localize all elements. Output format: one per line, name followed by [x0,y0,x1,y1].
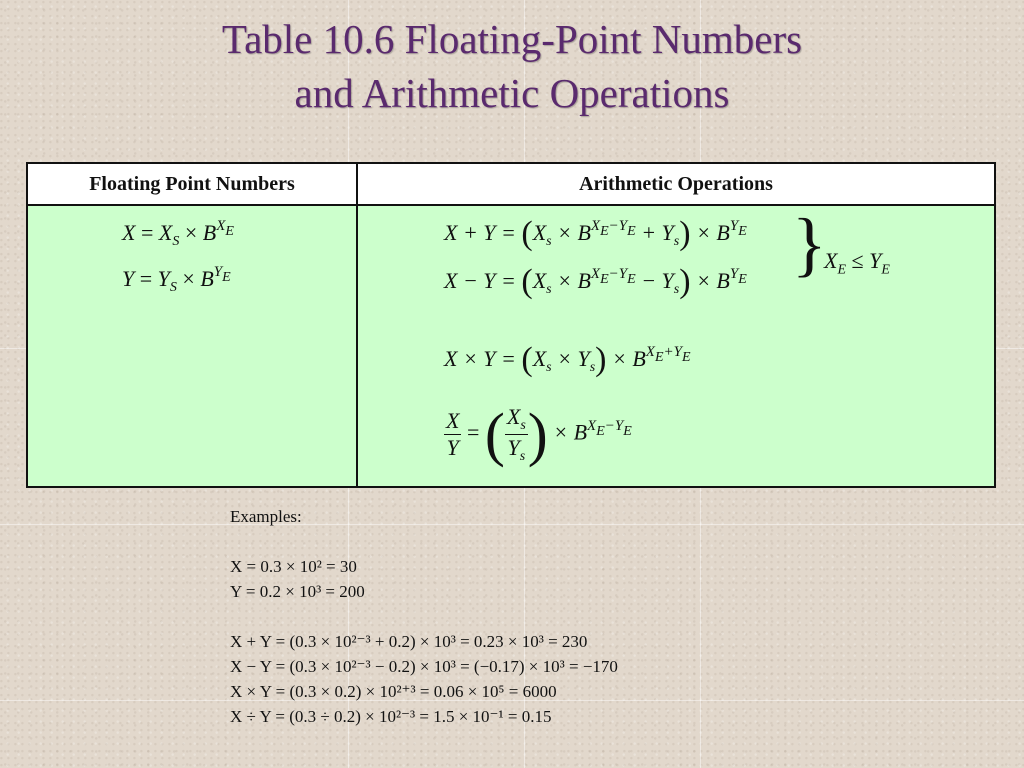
header-arithmetic-operations: Arithmetic Operations [357,163,995,205]
spacer [230,529,618,554]
operations-cell [357,205,995,487]
example-line: X + Y = (0.3 × 10²⁻³ + 0.2) × 10³ = 0.23 × 10³ = 230 [230,632,588,651]
table-header-row [27,163,995,205]
multiplication-formula: $X \times Y = (X_s \times Y_s) \times B^{X_E+Y_E}$ [444,341,691,378]
spacer [230,604,618,629]
examples-block [230,504,618,729]
addition-formula: $X + Y = (X_s \times B^{X_E-Y_E} + Y_s) \times B^{Y_E}$ [444,215,747,252]
example-line: Y = 0.2 × 10³ = 200 [230,582,365,601]
examples-heading: Examples: [230,507,302,526]
right-brace: } [792,204,827,284]
header-floating-point-numbers: Floating Point Numbers [27,163,357,205]
division-formula: $\frac{X}{Y}$ = ( $\frac{X_s}{Y_s}$ ) × $B^{X_E-Y_E}$ [446,401,632,468]
floating-point-table [26,162,996,488]
example-line: X = 0.3 × 10² = 30 [230,557,357,576]
y-definition: $Y = Y_S \times B^{Y_E}$ [122,264,231,295]
example-line: X ÷ Y = (0.3 ÷ 0.2) × 10²⁻³ = 1.5 × 10⁻¹ = 0.15 [230,707,552,726]
example-line: X − Y = (0.3 × 10²⁻³ − 0.2) × 10³ = (−0.17) × 10³ = −170 [230,657,618,676]
title-line-2: and Arithmetic Operations [294,70,730,116]
title-line-1: Table 10.6 Floating-Point Numbers [221,16,803,62]
numbers-cell [27,205,357,487]
exponent-condition: $X_E \le Y_E$ [824,248,890,278]
x-definition: $X = X_S \times B^{X_E}$ [122,218,234,249]
subtraction-formula: $X - Y = (X_s \times B^{X_E-Y_E} - Y_s) \times B^{Y_E}$ [444,263,747,300]
table-body-row [27,205,995,487]
slide-title [0,12,1024,120]
example-line: X × Y = (0.3 × 0.2) × 10²⁺³ = 0.06 × 10⁵ = 6000 [230,682,557,701]
